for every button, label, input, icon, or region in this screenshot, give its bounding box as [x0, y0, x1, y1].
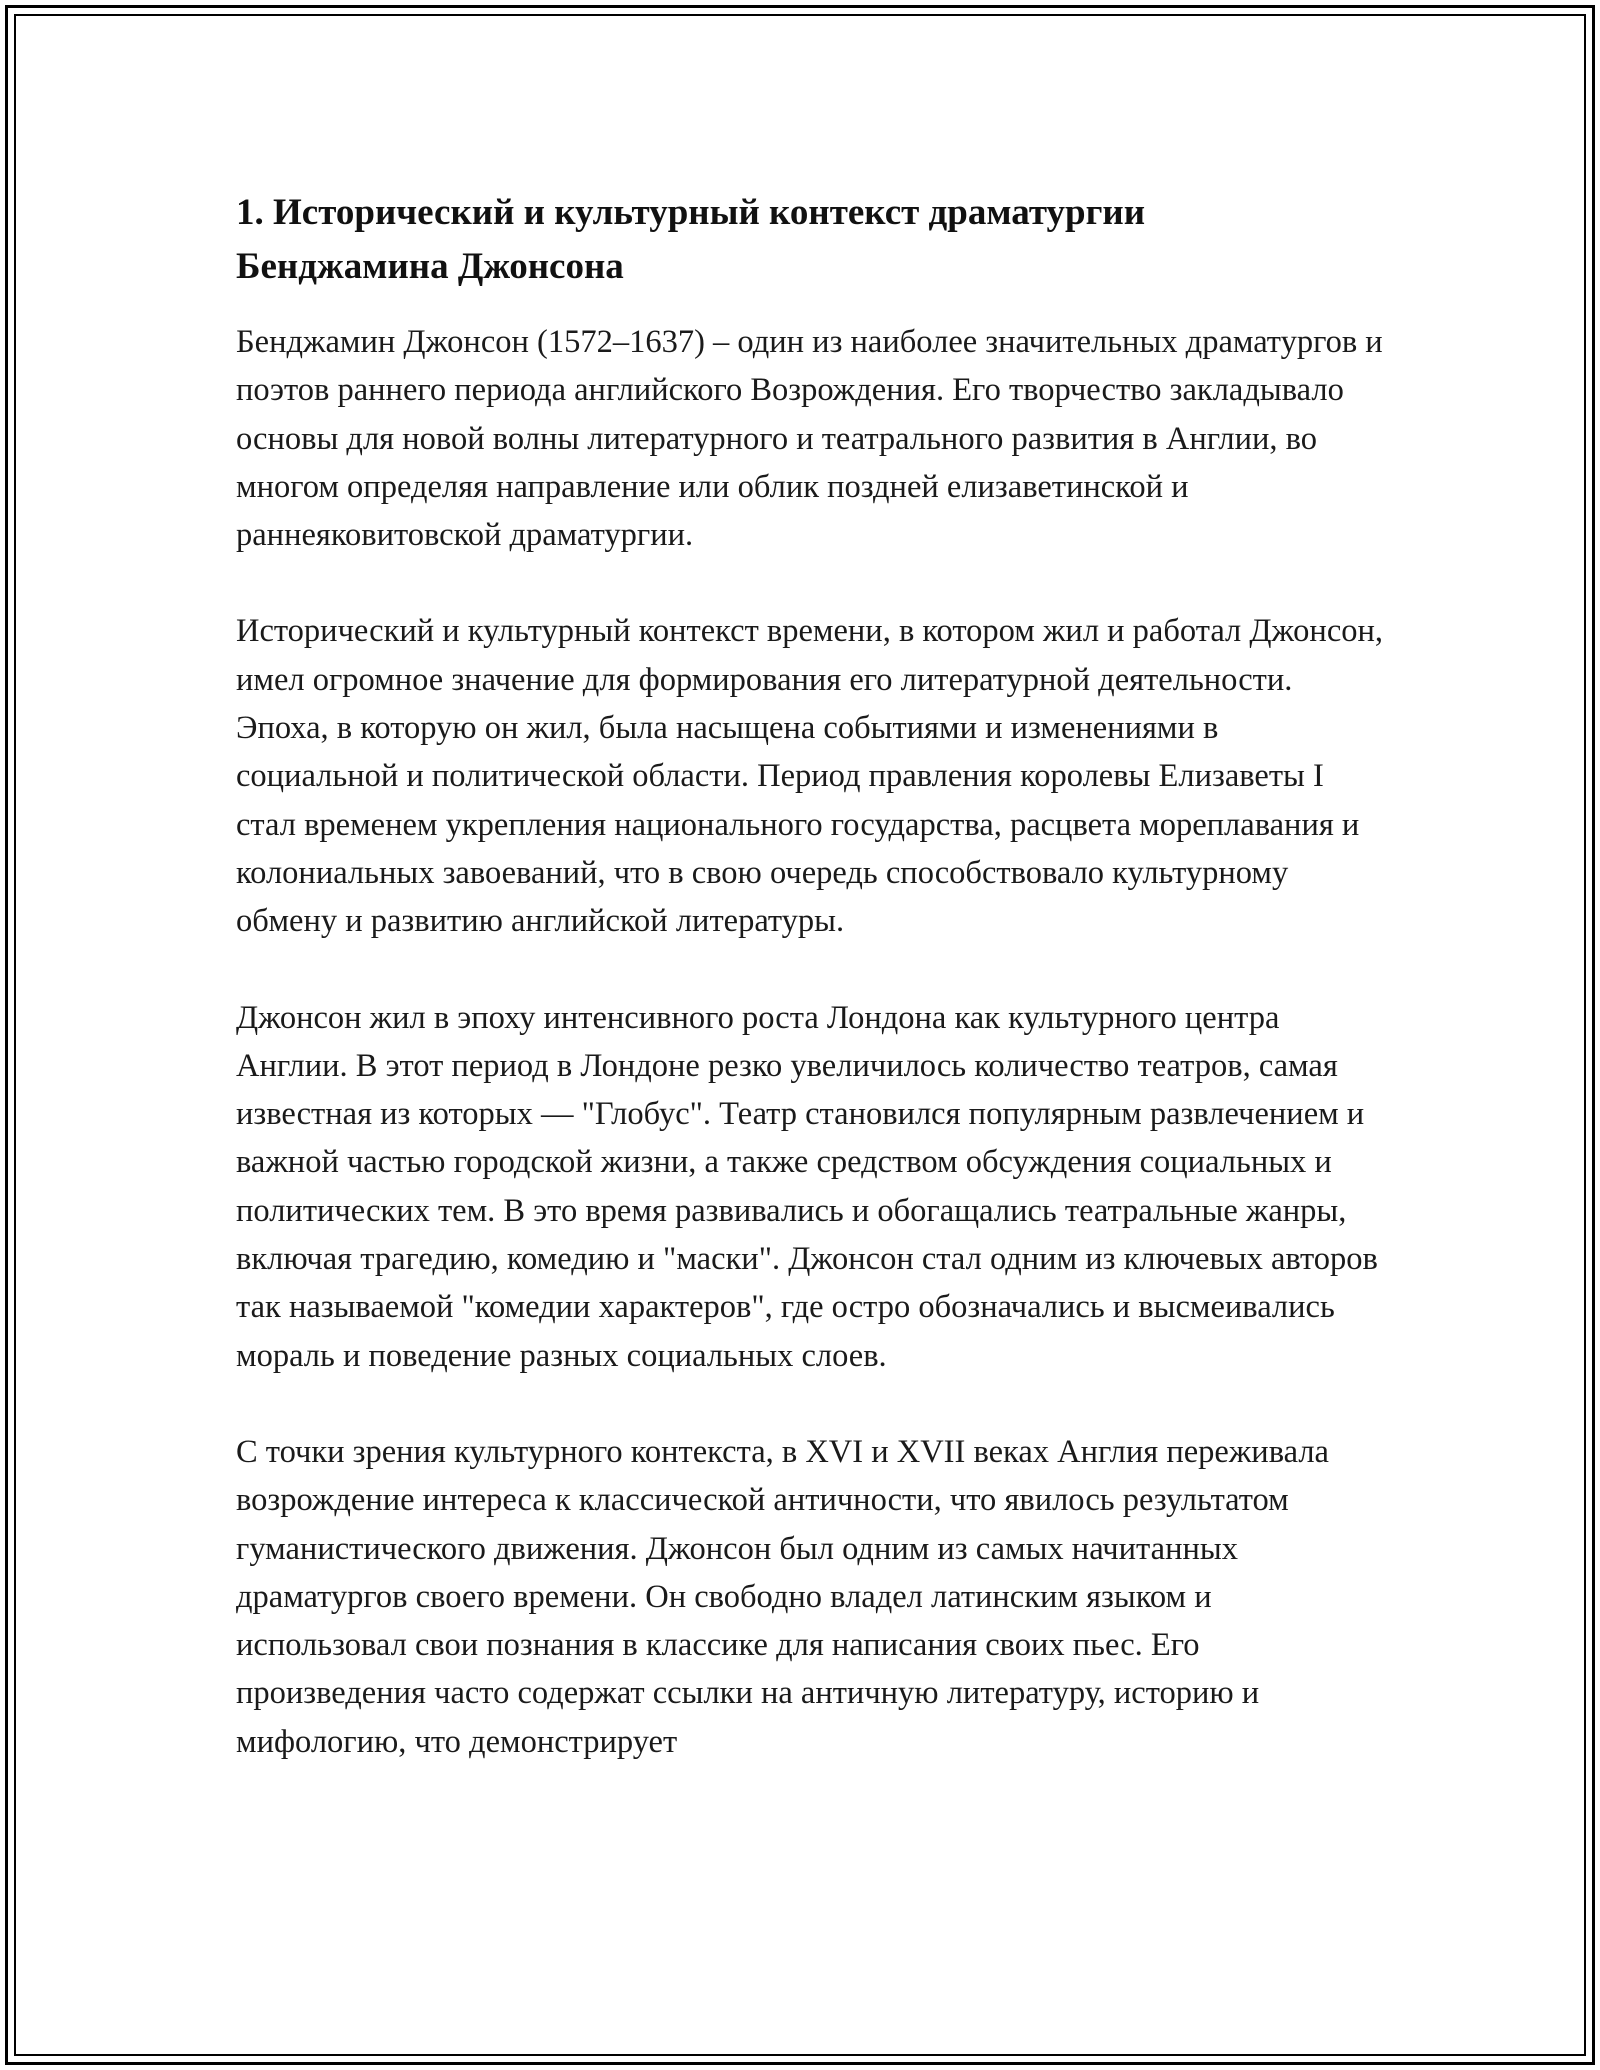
paragraph-3: Джонсон жил в эпоху интенсивного роста Лондона как культурного центра Англии. В этот период в Лондоне резко увеличилось количество театров, самая известная из которых — "Глобус". Театр становился популярным развлечением и важной частью городской жизни, а также средством обсуждения социальных и политических тем. В это время развивались и обогащались театральные жанры, включая трагедию, комедию и "маски". Джонсон стал одним из ключевых авторов так называемой "комедии характеров", где остро обозначались и высмеивались мораль и поведение разных социальных слоев.: [236, 999, 1378, 1374]
document-body: [236, 186, 1386, 1814]
paragraph-2: Исторический и культурный контекст времени, в котором жил и работал Джонсон, имел огромное значение для формирования его литературной деятельности. Эпоха, в которую он жил, была насыщена событиями и изменениями в социальной и политической области. Период правления королевы Елизаветы I стал временем укрепления национального государства, расцвета мореплавания и колониальных завоеваний, что в свою очередь способствовало культурному обмену и развитию английской литературы.: [236, 613, 1384, 940]
section-heading-line-2: Бенджамина Джонсона: [236, 246, 624, 287]
section-heading: [236, 186, 1386, 294]
paragraph-4: С точки зрения культурного контекста, в XVI и XVII веках Англия переживала возрождение интереса к классической античности, что явилось результатом гуманистического движения. Джонсон был одним из самых начитанных драматургов своего времени. Он свободно владел латинским языком и использовал свои познания в классике для написания своих пьес. Его произведения часто содержат ссылки на античную литературу, историю и мифологию, что демонстрирует: [236, 1433, 1329, 1760]
paragraph-1: Бенджамин Джонсон (1572–1637) – один из наиболее значительных драматургов и поэтов раннего периода английского Возрождения. Его творчество закладывало основы для новой волны литературного и театрального развития в Англии, во многом определяя направление или облик поздней елизаветинской и раннеяковитовской драматургии.: [236, 324, 1383, 554]
section-heading-line-1: 1. Исторический и культурный контекст драматургии: [236, 192, 1146, 233]
